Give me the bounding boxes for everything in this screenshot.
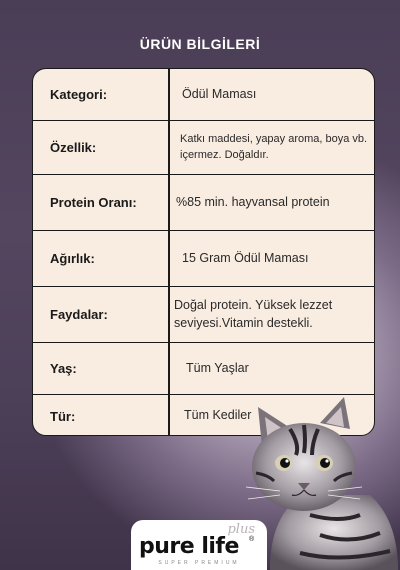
registered-mark: ® [249, 536, 255, 543]
row-label: Özellik: [50, 140, 97, 155]
row-value: %85 min. hayvansal protein [176, 194, 330, 209]
row-label: Tür: [50, 408, 76, 424]
row-label: Kategori: [50, 87, 108, 102]
row-value: Tüm Kediler [184, 408, 252, 423]
row-value: Ödül Maması [182, 86, 257, 101]
row-label: Ağırlık: [50, 251, 95, 266]
brand-logo [131, 520, 267, 570]
row-label: Yaş: [50, 361, 77, 376]
table-row [33, 231, 374, 287]
row-label: Faydalar: [50, 307, 108, 322]
row-value: 15 Gram Ödül Maması [182, 250, 309, 265]
table-row [33, 121, 374, 175]
product-info-table [32, 68, 375, 436]
table-row [33, 69, 374, 121]
row-value: Tüm Yaşlar [186, 360, 249, 375]
table-row [33, 287, 374, 343]
page-title: ÜRÜN BİLGİLERİ [139, 36, 261, 52]
logo-tagline: SUPER PREMIUM [158, 560, 240, 566]
row-value: Doğal protein. Yüksek lezzet seviyesi.Vitamin destekli. [174, 298, 333, 330]
logo-name: pure life [139, 534, 239, 559]
logo-plus-text: plus [227, 522, 255, 537]
row-label: Protein Oranı: [50, 195, 137, 210]
table-row [33, 175, 374, 231]
row-value: Katkı maddesi, yapay aroma, boya vb. içermez. Doğaldır. [180, 133, 368, 161]
table-row [33, 343, 374, 395]
